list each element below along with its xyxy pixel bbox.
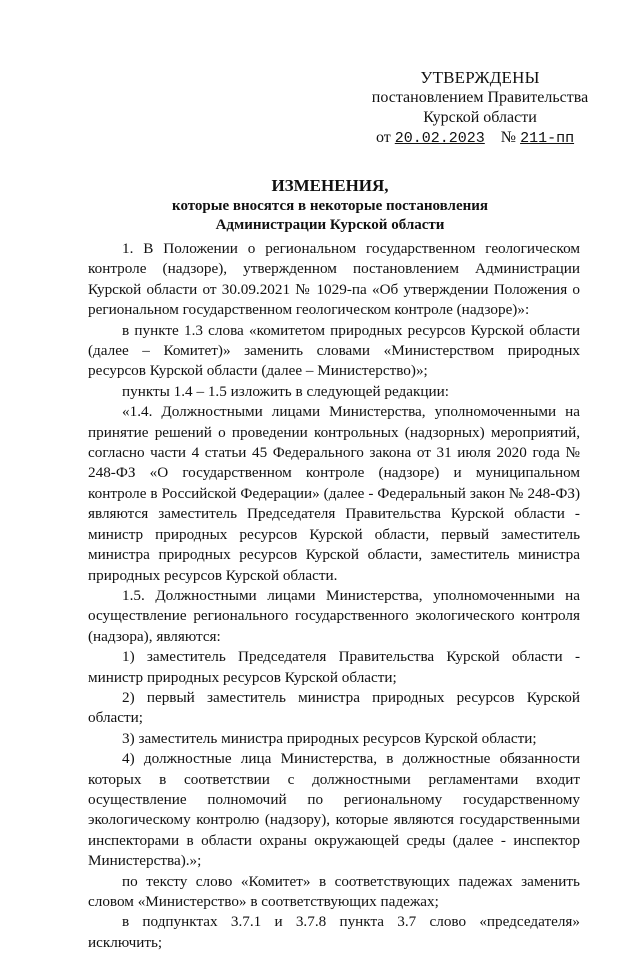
paragraph: «1.4. Должностными лицами Министерства, уполномоченными на принятие решений о проведении контрольных (надзорных) мероприятий, согласно части 4 статьи 45 Федерального закона от 31 июля 2020 года № 248-ФЗ «О государственном контроле (надзоре) и муниципальном контроле в Российской Федерации» (далее - Федеральный закон № 248-ФЗ) являются заместитель Председателя Правительства Курской области - министр природных ресурсов Курской области, первый заместитель министра природных ресурсов Курской области, заместитель министра природных ресурсов Курской области. xyxy=(88,403,580,584)
title-line-1: ИЗМЕНЕНИЯ, xyxy=(271,176,389,195)
document-body xyxy=(88,239,580,953)
number-prefix: № xyxy=(500,129,517,146)
title-line-3: Администрации Курской области xyxy=(215,217,445,233)
approval-date-line xyxy=(370,128,590,149)
paragraph: в подпунктах 3.7.1 и 3.7.8 пункта 3.7 слово «председателя» исключить; xyxy=(88,913,580,951)
paragraph: 4) должностные лица Министерства, в должностные обязанности которых в соответствии с должностными регламентами входит осуществление полномочий по региональному государственному экологическому контролю (надзору), которые являются государственными инспекторами в области охраны окружающей среды (далее - инспектор Министерства).»; xyxy=(88,750,580,870)
paragraph: по тексту слово «Комитет» в соответствующих падежах заменить словом «Министерство» в соответствующих падежах; xyxy=(88,872,580,910)
date-prefix: от xyxy=(376,129,391,146)
paragraph: в пункте 1.3 слова «комитетом природных ресурсов Курской области (далее – Комитет)» заменить словами «Министерством природных ресурсов Курской области (далее – Министерство)»; xyxy=(88,321,580,380)
paragraph: 3) заместитель министра природных ресурсов Курской области; xyxy=(122,729,537,747)
title-line-2: которые вносятся в некоторые постановления xyxy=(172,198,488,214)
paragraph: 1.5. Должностными лицами Министерства, уполномоченными на осуществление регионального государственного экологического контроля (надзора), являются: xyxy=(88,586,580,645)
approval-number: 211-пп xyxy=(520,130,575,147)
approval-issuer: постановлением Правительства xyxy=(371,89,589,106)
paragraph: 1) заместитель Председателя Правительства Курской области - министр природных ресурсов Курской области; xyxy=(88,648,580,686)
document-title xyxy=(80,175,580,235)
approval-date: 20.02.2023 xyxy=(394,130,485,147)
paragraph: 2) первый заместитель министра природных ресурсов Курской области; xyxy=(88,688,580,727)
approval-stamp xyxy=(370,68,590,149)
approval-heading: УТВЕРЖДЕНЫ xyxy=(420,68,540,87)
paragraph: 1. В Положении о региональном государственном геологическом контроле (надзоре), утвержденном постановлением Администрации Курской области от 30.09.2021 № 1029-па «Об утверждении Положения о региональном государственном геологическом контроле (надзоре)»: xyxy=(88,240,580,319)
paragraph: пункты 1.4 – 1.5 изложить в следующей редакции: xyxy=(122,382,449,400)
approval-region: Курской области xyxy=(423,109,537,126)
